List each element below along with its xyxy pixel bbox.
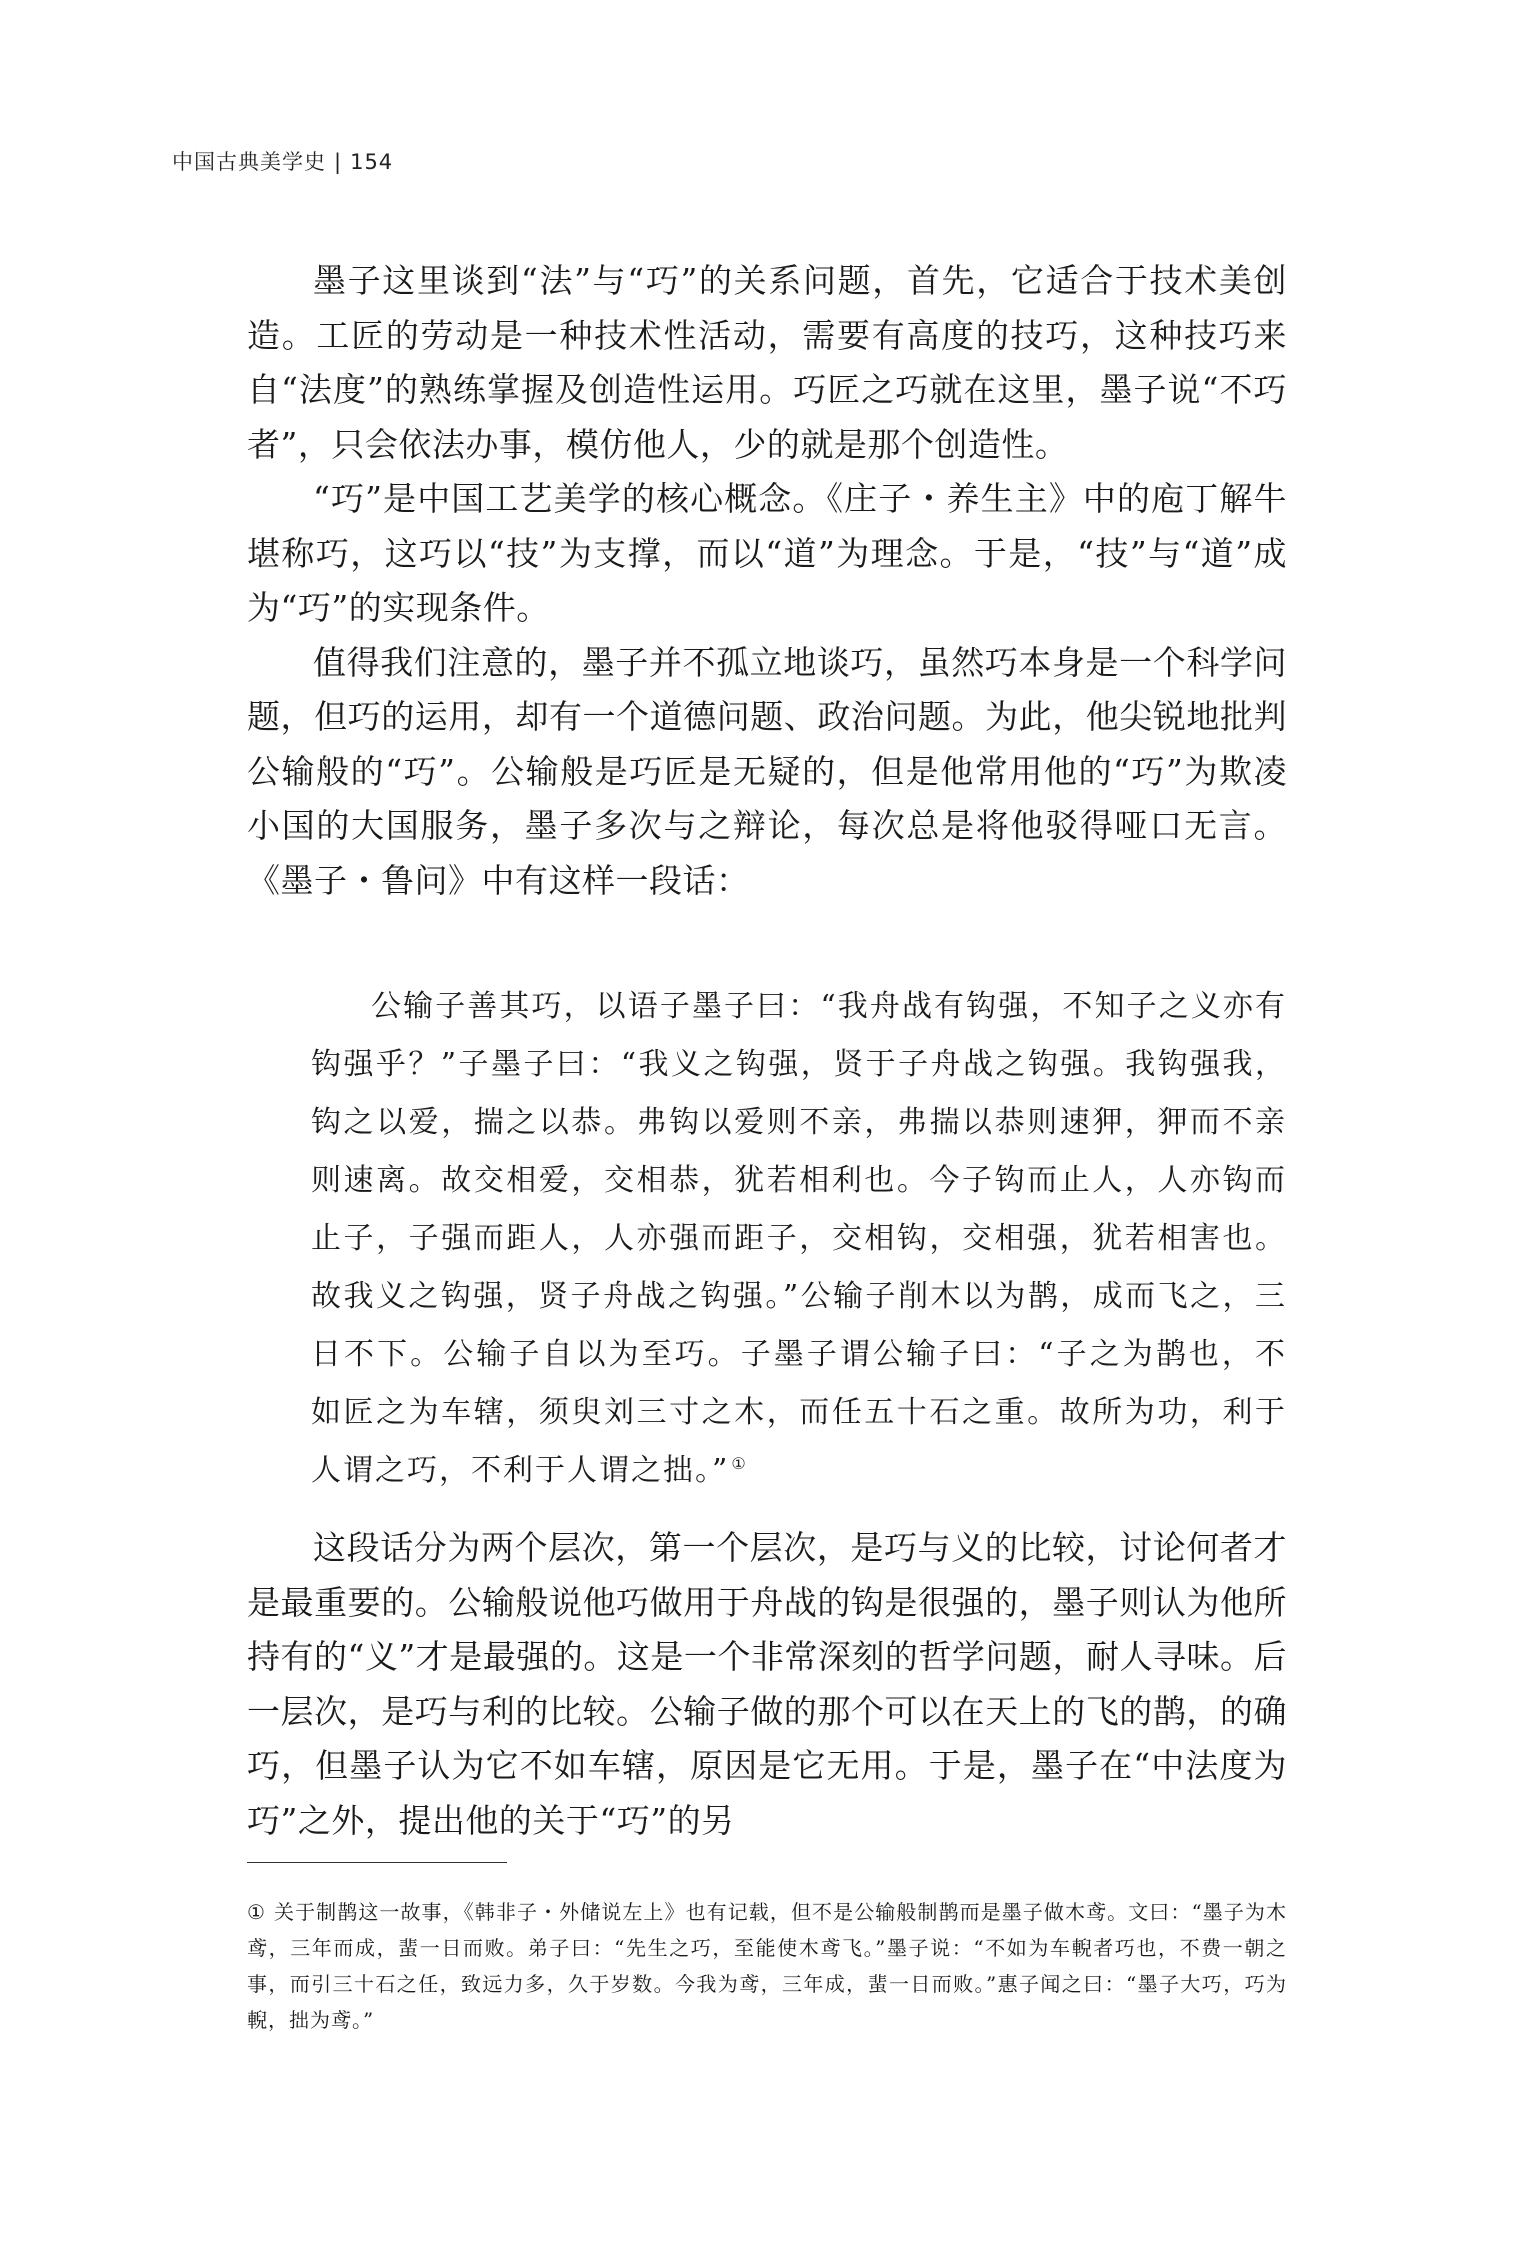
footnote-text: 关于制鹊这一故事，《韩非子・外储说左上》也有记载，但不是公输般制鹊而是墨子做木鸢。文曰：“墨子为木鸢，三年而成，蜚一日而败。弟子曰：“先生之巧，至能使木鸢飞。”墨子说：“不如为车輗者巧也，不费一朝之事，而引三十石之任，致远力多，久于岁数。今我为鸢，三年成，蜚一日而败。”惠子闻之曰：“墨子大巧，巧为輗，拙为鸢。” bbox=[247, 1900, 1287, 2032]
page-number: 154 bbox=[350, 150, 394, 174]
book-title: 中国古典美学史 bbox=[172, 150, 326, 174]
quote-paragraph bbox=[311, 978, 1287, 1500]
footnote bbox=[247, 1894, 1287, 2038]
body-text-bottom bbox=[247, 1521, 1287, 1848]
quote-text: 公输子善其巧，以语子墨子曰：“我舟战有钩强，不知子之义亦有钩强乎？”子墨子曰：“我义之钩强，贤于子舟战之钩强。我钩强我，钩之以爱，揣之以恭。弗钩以爱则不亲，弗揣以恭则速狎，狎而不亲则速离。故交相爱，交相恭，犹若相利也。今子钩而止人，人亦钩而止子，子强而距人，人亦强而距子，交相钩，交相强，犹若相害也。故我义之钩强，贤子舟战之钩强。”公输子削木以为鹊，成而飞之，三日不下。公输子自以为至巧。子墨子谓公输子曰：“子之为鹊也，不如匠之为车辖，须臾刘三寸之木，而任五十石之重。故所为功，利于人谓之巧，不利于人谓之拙。” bbox=[311, 989, 1287, 1488]
block-quote bbox=[311, 978, 1287, 1500]
paragraph: “巧”是中国工艺美学的核心概念。《庄子・养生主》中的庖丁解牛堪称巧，这巧以“技”为支撑，而以“道”为理念。于是，“技”与“道”成为“巧”的实现条件。 bbox=[247, 479, 1287, 627]
body-text-top bbox=[247, 254, 1287, 908]
footnote-reference: ① bbox=[731, 1454, 748, 1473]
paragraph: 墨子这里谈到“法”与“巧”的关系问题，首先，它适合于技术美创造。工匠的劳动是一种技术性活动，需要有高度的技巧，这种技巧来自“法度”的熟练掌握及创造性运用。巧匠之巧就在这里，墨子说“不巧者”，只会依法办事，模仿他人，少的就是那个创造性。 bbox=[247, 261, 1287, 464]
header-separator: | bbox=[334, 150, 343, 174]
footnote-mark: ① bbox=[247, 1900, 267, 1924]
running-header bbox=[172, 146, 393, 176]
paragraph: 值得我们注意的，墨子并不孤立地谈巧，虽然巧本身是一个科学问题，但巧的运用，却有一个道德问题、政治问题。为此，他尖锐地批判公输般的“巧”。公输般是巧匠是无疑的，但是他常用他的“巧”为欺凌小国的大国服务，墨子多次与之辩论，每次总是将他驳得哑口无言。《墨子・鲁问》中有这样一段话： bbox=[247, 642, 1287, 900]
footnote-divider bbox=[247, 1862, 507, 1863]
paragraph: 这段话分为两个层次，第一个层次，是巧与义的比较，讨论何者才是最重要的。公输般说他巧做用于舟战的钩是很强的，墨子则认为他所持有的“义”才是最强的。这是一个非常深刻的哲学问题，耐人寻味。后一层次，是巧与利的比较。公输子做的那个可以在天上的飞的鹊，的确巧，但墨子认为它不如车辖，原因是它无用。于是，墨子在“中法度为巧”之外，提出他的关于“巧”的另 bbox=[247, 1528, 1287, 1840]
